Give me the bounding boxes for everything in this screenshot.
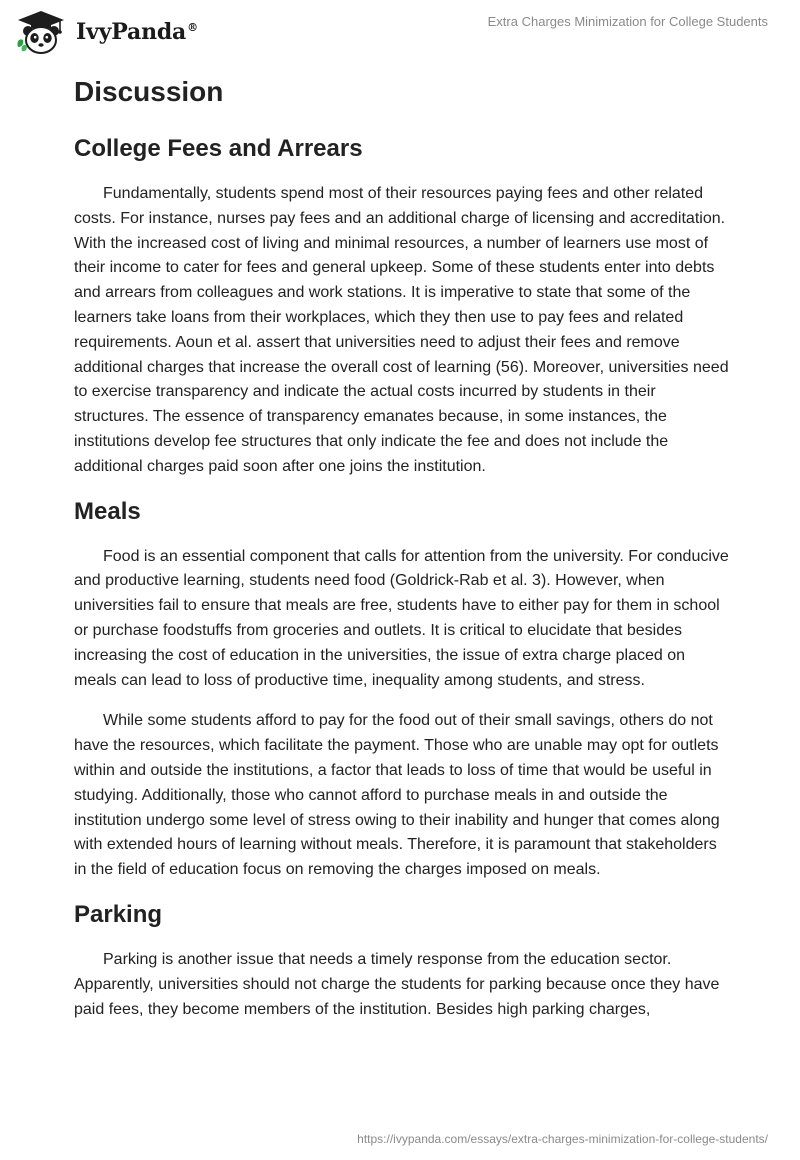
paragraph-parking: Parking is another issue that needs a timely response from the education sector. Apparently, universities should not charge the students for parking because once they have paid fees, they become members of the institution. Besides high parking charges, <box>74 950 720 1018</box>
paragraph-meals-1: Food is an essential component that calls for attention from the university. For conducive and productive learning, students need food (Goldrick-Rab et al. 3). However, when universities fail to ensure that meals are free, students have to either pay for them in school or purchase foodstuffs from groceries and outlets. It is critical to elucidate that besides increasing the cost of education in the universities, the issue of extra charge placed on meals can lead to loss of productive time, inequality among students, and stress. <box>74 547 729 689</box>
brand-name-text: IvyPanda <box>76 19 187 45</box>
article-body <box>74 70 730 1022</box>
source-url[interactable]: https://ivypanda.com/essays/extra-charges-minimization-for-college-students/ <box>357 1132 768 1146</box>
ivypanda-logo[interactable] <box>14 9 198 55</box>
paragraph-meals-2: While some students afford to pay for the food out of their small savings, others do not have the resources, which facilitate the payment. Those who are unable may opt for outlets within and outside the institutions, a factor that leads to loss of time that would be useful in studying. Additionally, those who cannot afford to purchase meals in and outside the institution undergo some level of stress owing to their inability and hunger that comes along with extended hours of learning without meals. Therefore, it is paramount that stakeholders in the field of education focus on removing the charges imposed on meals. <box>74 712 720 879</box>
panda-graduation-cap-icon <box>14 9 68 55</box>
page-header <box>0 0 800 60</box>
heading-meals: Meals <box>74 497 141 525</box>
section-title-discussion: Discussion <box>74 76 224 107</box>
document-title: Extra Charges Minimization for College Students <box>487 14 768 29</box>
heading-college-fees: College Fees and Arrears <box>74 135 363 162</box>
heading-parking: Parking <box>74 900 163 928</box>
brand-name <box>76 19 198 45</box>
registered-mark: ® <box>187 20 198 34</box>
paragraph-college-fees: Fundamentally, students spend most of their resources paying fees and other related costs. For instance, nurses pay fees and an additional charge of licensing and accreditation. With the increased cost of living and minimal resources, a number of learners use most of their income to cater for fees and general upkeep. Some of these students enter into debts and arrears from colleagues and work stations. It is imperative to state that some of the learners take loans from their workplaces, which they then use to pay fees and related requirements. Aoun et al. assert that universities need to adjust their fees and remove additional charges that increase the overall cost of learning (56). Moreover, universities need to exercise transparency and indicate the actual costs incurred by students in their structures. The essence of transparency emanates because, in some instances, the institutions develop fee structures that only indicate the fee and does not include the additional charges paid soon after one joins the institution. <box>74 185 729 475</box>
